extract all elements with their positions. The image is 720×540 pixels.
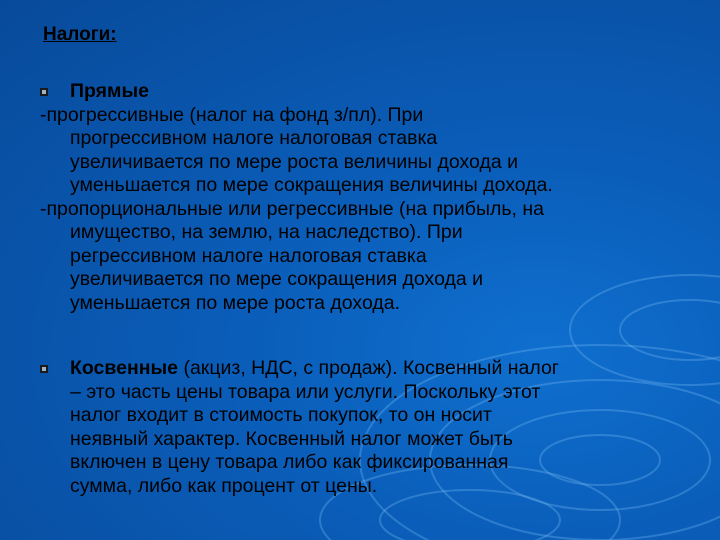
text-line: – это часть цены товара или услуги. Поскольку этот xyxy=(70,380,541,403)
text-line: сумма, либо как процент от цены. xyxy=(70,474,378,497)
text-line: имущество, на землю, на наследство). При xyxy=(70,221,463,243)
text-line: налог входит в стоимость покупок, то он носит xyxy=(70,404,492,426)
heading-indirect: Косвенные xyxy=(70,357,179,379)
square-bullet-icon xyxy=(40,88,48,96)
text-line: неявный характер. Косвенный налог может быть xyxy=(70,427,513,450)
heading-direct: Прямые xyxy=(70,80,149,102)
item-proportional xyxy=(40,198,710,316)
text-line: -пропорциональные или регрессивные (на прибыль, на xyxy=(40,197,544,220)
text-line: увеличивается по мере сокращения дохода и xyxy=(70,268,484,290)
section-direct-taxes xyxy=(40,80,710,315)
bullet-indirect xyxy=(40,357,710,381)
text-line: прогрессивном налоге налоговая ставка xyxy=(70,127,438,149)
text-line: -прогрессивные (налог на фонд з/пл). При xyxy=(40,103,424,126)
slide-title: Налоги: xyxy=(43,24,117,45)
bullet-direct xyxy=(40,80,710,104)
text-line: увеличивается по мере роста величины дохода и xyxy=(70,150,518,173)
item-progressive xyxy=(40,104,710,198)
text-line: регрессивном налоге налоговая ставка xyxy=(70,244,427,267)
text-line: уменьшается по мере роста дохода. xyxy=(70,291,401,314)
text-line: включен в цену товара либо как фиксированная xyxy=(70,451,509,473)
text-line: уменьшается по мере сокращения величины дохода. xyxy=(70,174,553,196)
text-line: (акциз, НДС, с продаж). Косвенный налог xyxy=(178,357,559,379)
section-indirect-taxes xyxy=(40,357,710,498)
square-bullet-icon xyxy=(40,365,48,373)
